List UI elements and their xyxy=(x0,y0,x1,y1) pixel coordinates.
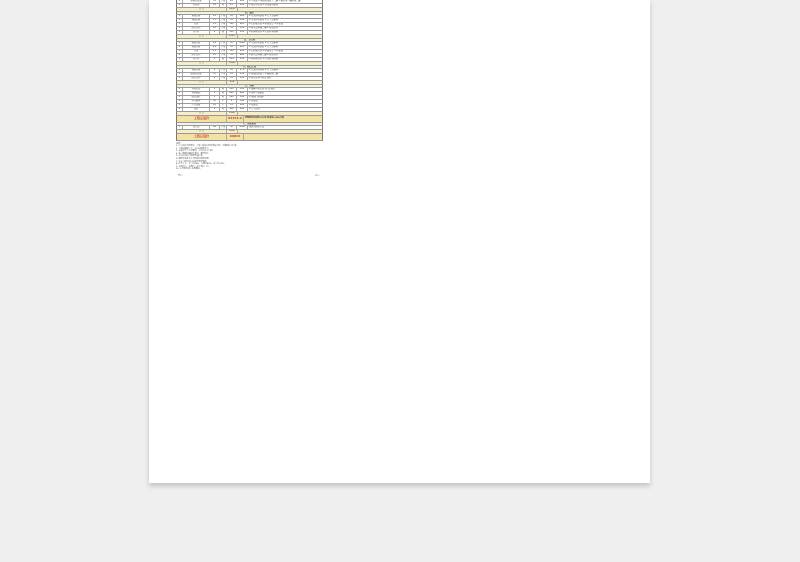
item-total: 450 xyxy=(237,4,248,7)
item-total: 550 xyxy=(237,27,248,30)
note-line: 3. 本报价不含主材费用，主材由业主自购。 xyxy=(176,150,215,153)
item-quantity: 24 xyxy=(210,42,220,45)
item-unit: 平米 xyxy=(220,23,226,26)
item-price: 500 xyxy=(227,88,237,91)
subtotal-label: 合 计 xyxy=(177,8,227,11)
item-quantity: 6 xyxy=(210,77,220,80)
item-name: 墙面瓷砖 xyxy=(183,15,210,18)
item-total: 495 xyxy=(237,50,248,53)
item-name: 墙面乳胶漆 xyxy=(183,0,210,3)
section-title: 五、卫生间 xyxy=(244,38,255,41)
item-price: 400 xyxy=(227,108,237,111)
item-quantity: 12 xyxy=(210,104,220,107)
item-quantity: 6 xyxy=(210,69,220,72)
item-unit: 项 xyxy=(220,108,227,111)
row-number: 6 xyxy=(177,108,183,111)
item-price: 50 xyxy=(227,126,237,129)
item-quantity: 22 xyxy=(210,15,220,18)
item-name: 设计费 xyxy=(183,126,210,129)
contractor-signature-label: 乙方： xyxy=(314,175,321,178)
item-description: 1.水泥砂浆铺贴 2.人工及辅料 xyxy=(249,46,278,49)
row-number: 3 xyxy=(177,77,183,80)
note-line: 10. 未尽事宜双方协商解决。 xyxy=(176,168,202,171)
note-line: 说明： xyxy=(176,142,183,145)
row-number: 3 xyxy=(177,96,183,99)
item-price: 45 xyxy=(227,19,237,22)
row-number: 2 xyxy=(177,19,183,22)
item-total: 660 xyxy=(237,54,248,57)
subtotal-value: 2543 xyxy=(227,35,238,38)
item-total: 300 xyxy=(237,96,248,99)
item-total: 150 xyxy=(237,58,248,61)
item-unit: 平米 xyxy=(220,77,226,80)
item-name: 防水处理 xyxy=(183,54,210,57)
subtotal-filler xyxy=(238,35,322,38)
item-price: 25 xyxy=(227,4,237,7)
item-price: 150 xyxy=(227,31,237,34)
item-quantity: 45 xyxy=(210,100,220,103)
item-quantity: 1 xyxy=(210,96,220,99)
item-name: 材料搬运 xyxy=(183,92,210,95)
item-name: 地面瓷砖 xyxy=(183,19,210,22)
item-quantity: 90 xyxy=(210,126,220,129)
subtotal-value: 2588 xyxy=(227,62,238,65)
quote-sheet xyxy=(176,0,323,177)
item-description: 1.水泥砂浆铺贴 2.人工及辅料 xyxy=(249,15,278,18)
item-unit: 平米 xyxy=(220,27,226,30)
item-description: 1.水泥砂浆铺贴 2.人工及辅料 xyxy=(249,69,278,72)
client-signature-label: 甲方： xyxy=(178,175,185,178)
item-unit: 平米 xyxy=(220,73,226,76)
row-number: 4 xyxy=(177,54,183,57)
note-line: 6. 墙面开裂等非人为因素按规范处理。 xyxy=(176,158,211,161)
subtotal-filler xyxy=(238,130,322,133)
item-description: 1.铝扣板吊顶 2.轻钢龙骨 3.含安装 xyxy=(249,50,283,53)
item-total: 980 xyxy=(237,0,248,3)
note-line: 5. 水电材料按实际使用量结算。 xyxy=(176,155,205,158)
row-number: 5 xyxy=(177,58,183,61)
item-description: 1.防水涂料刷二遍 2.闭水试验 xyxy=(249,54,278,57)
section-title: 六、阳台工程 xyxy=(242,65,257,68)
item-description: 1.安装费 xyxy=(249,104,258,107)
subtotal-filler xyxy=(238,81,322,84)
item-price: 55 xyxy=(227,27,237,30)
item-total: 270 xyxy=(237,69,248,72)
row-number: 5 xyxy=(177,31,183,34)
item-quantity: 10 xyxy=(210,27,220,30)
item-unit: 根 xyxy=(220,31,227,34)
item-quantity: 12 xyxy=(210,73,220,76)
item-unit: 平米 xyxy=(220,50,226,53)
item-unit: 平米 xyxy=(220,54,226,57)
item-quantity: 4.5 xyxy=(210,46,220,49)
row-number: 1 xyxy=(177,15,183,18)
item-price: 45 xyxy=(227,15,237,18)
section-title: 七、其他 xyxy=(245,84,254,87)
note-line: 7. 业主自购材料应按进度及时到场。 xyxy=(176,160,209,163)
item-quantity: 1 xyxy=(210,58,220,61)
grand-total-value: 69815 xyxy=(227,134,244,140)
note-line: 8. 付款方式：开工付40%，中期付40%，完工付20%。 xyxy=(176,163,226,166)
item-quantity: 4.5 xyxy=(210,50,220,53)
grand-total-label: 工程总造价 xyxy=(177,134,227,140)
note-line: 1. 以上报价为预算价，实际工程量以现场测量为准，增减项按实结算。 xyxy=(176,145,239,148)
item-name: 灯具安装 xyxy=(183,104,210,107)
item-quantity: 1 xyxy=(210,31,220,34)
grand-filler xyxy=(244,134,322,140)
item-name: 成品保护 xyxy=(183,96,210,99)
item-description: 1.防水涂料 2.闭水试验 xyxy=(249,77,272,80)
item-quantity: 18 xyxy=(210,4,220,7)
item-unit: 平米 xyxy=(220,0,226,3)
item-name: 防水处理 xyxy=(183,77,210,80)
item-quantity: 35 xyxy=(210,0,220,3)
item-unit: 项 xyxy=(220,88,227,91)
item-name: 吊顶 xyxy=(183,50,210,53)
subtotal-value: 1430 xyxy=(227,8,238,11)
item-quantity: 5.5 xyxy=(210,19,220,22)
item-unit: 根 xyxy=(220,58,227,61)
item-description: 1.铝扣板吊顶 2.轻钢龙骨 3.含安装 xyxy=(249,23,283,26)
row-number: 2 xyxy=(177,46,183,49)
item-total: 4500 xyxy=(237,126,248,129)
item-price: 28 xyxy=(227,73,237,76)
grand-total-note: 管理费按直接费5%计取 税金按3.48%计取 xyxy=(245,117,285,120)
item-description: 1.水泥砂浆铺贴 2.人工及辅料 xyxy=(249,42,278,45)
item-quantity: 12 xyxy=(210,54,220,57)
item-price: 110 xyxy=(227,50,237,53)
row-number: 1 xyxy=(177,69,183,72)
item-price: 55 xyxy=(227,77,237,80)
item-name: 地面瓷砖 xyxy=(183,69,210,72)
item-unit: 项 xyxy=(220,92,227,95)
item-total: 203 xyxy=(237,46,248,49)
item-price: 45 xyxy=(227,46,237,49)
item-quantity: 1 xyxy=(210,108,220,111)
item-name: 墙面乳胶漆 xyxy=(183,73,210,76)
row-number: 2 xyxy=(177,92,183,95)
subtotal-label: 合 计 xyxy=(177,81,227,84)
signature-line xyxy=(176,175,323,177)
item-unit: 平米 xyxy=(220,46,226,49)
item-total: 600 xyxy=(237,92,248,95)
item-total: 605 xyxy=(237,23,248,26)
subtotal-filler xyxy=(238,8,322,11)
row-number: 1 xyxy=(177,88,183,91)
item-description: 1.装修垃圾清运至指定地点 xyxy=(249,88,276,91)
item-unit: 平米 xyxy=(220,19,226,22)
row-number: 1 xyxy=(177,42,183,45)
row-number: 1 xyxy=(177,126,183,129)
row-number: 3 xyxy=(177,23,183,26)
item-unit: 个 xyxy=(220,100,227,103)
item-description: 1.地面门窗保护 xyxy=(249,96,265,99)
item-name: 墙面瓷砖 xyxy=(183,42,210,45)
grand-total-value: 65315.2 xyxy=(227,116,244,122)
item-description: 1.立邦漆 2.墙面批刮腻子二遍 3.刷底漆一遍面漆二遍 xyxy=(249,0,301,3)
item-price: 150 xyxy=(227,58,237,61)
item-price: 300 xyxy=(227,96,237,99)
item-description: 1.成品石膏线 2.含安装及辅料 xyxy=(249,4,278,7)
item-name: 包立管 xyxy=(183,31,210,34)
item-description: 1.轻体砖包管 2.水泥砂浆粉刷 xyxy=(249,31,278,34)
subtotal-value: 4500 xyxy=(227,130,238,133)
item-price: 45 xyxy=(227,69,237,72)
item-unit: 平米 xyxy=(220,42,226,45)
item-name: 防水处理 xyxy=(183,27,210,30)
row-number: 1 xyxy=(177,0,183,3)
item-name: 地面瓷砖 xyxy=(183,46,210,49)
section-title: 四、厨房 xyxy=(245,11,254,14)
subtotal-label: 合 计 xyxy=(177,130,227,133)
item-name: 保洁 xyxy=(183,108,210,111)
item-price: 15 xyxy=(227,104,237,107)
row-number: 4 xyxy=(177,100,183,103)
item-price: 55 xyxy=(227,54,237,57)
item-name: 吊顶 xyxy=(183,23,210,26)
subtotal-filler xyxy=(238,112,322,115)
note-line: 9. 本报价单一式两份，双方各执一份。 xyxy=(176,165,211,168)
item-price: 45 xyxy=(227,42,237,45)
subtotal-value: 2340 xyxy=(227,112,238,115)
item-description: 1.墙面批刮腻子 2.刷面漆二遍 xyxy=(249,73,278,76)
item-name: 开关插座 xyxy=(183,100,210,103)
row-number: 5 xyxy=(177,104,183,107)
item-total: 990 xyxy=(237,15,248,18)
item-name: 包立管 xyxy=(183,58,210,61)
item-unit: 平米 xyxy=(220,126,226,129)
item-total: 400 xyxy=(237,108,248,111)
item-name: 垃圾清运 xyxy=(183,88,210,91)
item-description: 1.完工保洁 xyxy=(249,108,260,111)
grand-total-row-2 xyxy=(176,134,323,141)
item-description: 1.防水涂料刷二遍 2.闭水试验 xyxy=(249,27,278,30)
subtotal-value: 936 xyxy=(227,81,238,84)
item-description: 1.轻体砖包管 2.水泥砂浆粉刷 xyxy=(249,58,278,61)
item-price: 8 xyxy=(227,100,237,103)
item-unit: 米 xyxy=(220,4,227,7)
item-description: 按建筑面积计算 xyxy=(249,126,265,129)
row-number: 2 xyxy=(177,4,183,7)
item-price: 110 xyxy=(227,23,237,26)
item-unit: 个 xyxy=(220,104,227,107)
item-quantity: 1 xyxy=(210,92,220,95)
grand-total-label: 工程总造价 xyxy=(177,116,227,122)
item-unit: 平米 xyxy=(220,15,226,18)
item-price: 28 xyxy=(227,0,237,3)
note-line: 4. 施工期间如遇设计变更，费用另计。 xyxy=(176,152,211,155)
subtotal-label: 合 计 xyxy=(177,62,227,65)
grand-total-row xyxy=(176,116,323,123)
row-number: 3 xyxy=(177,50,183,53)
row-number: 2 xyxy=(177,73,183,76)
item-unit: 项 xyxy=(220,96,227,99)
item-total: 330 xyxy=(237,77,248,80)
item-total: 150 xyxy=(237,31,248,34)
item-quantity: 1 xyxy=(210,88,220,91)
item-name: 石膏线 xyxy=(183,4,210,7)
notes-block xyxy=(176,143,323,172)
subtotal-label: 合 计 xyxy=(177,112,227,115)
subtotal-label: 合 计 xyxy=(177,35,227,38)
item-description: 1.安装费 xyxy=(249,100,258,103)
item-total: 500 xyxy=(237,88,248,91)
item-quantity: 5.5 xyxy=(210,23,220,26)
item-total: 248 xyxy=(237,19,248,22)
section-title: 八、其他费用 xyxy=(242,122,257,125)
item-unit: 平米 xyxy=(220,69,226,72)
item-total: 1080 xyxy=(237,42,248,45)
item-total: 336 xyxy=(237,73,248,76)
item-description: 1.材料上楼搬运 xyxy=(249,92,265,95)
subtotal-filler xyxy=(238,62,322,65)
item-price: 600 xyxy=(227,92,237,95)
item-total: 180 xyxy=(237,104,248,107)
item-total: 360 xyxy=(237,100,248,103)
row-number: 4 xyxy=(177,27,183,30)
item-description: 1.水泥砂浆铺贴 2.人工及辅料 xyxy=(249,19,278,22)
note-line: 2. 工程质保期二年，水电质保期五年。 xyxy=(176,147,211,150)
